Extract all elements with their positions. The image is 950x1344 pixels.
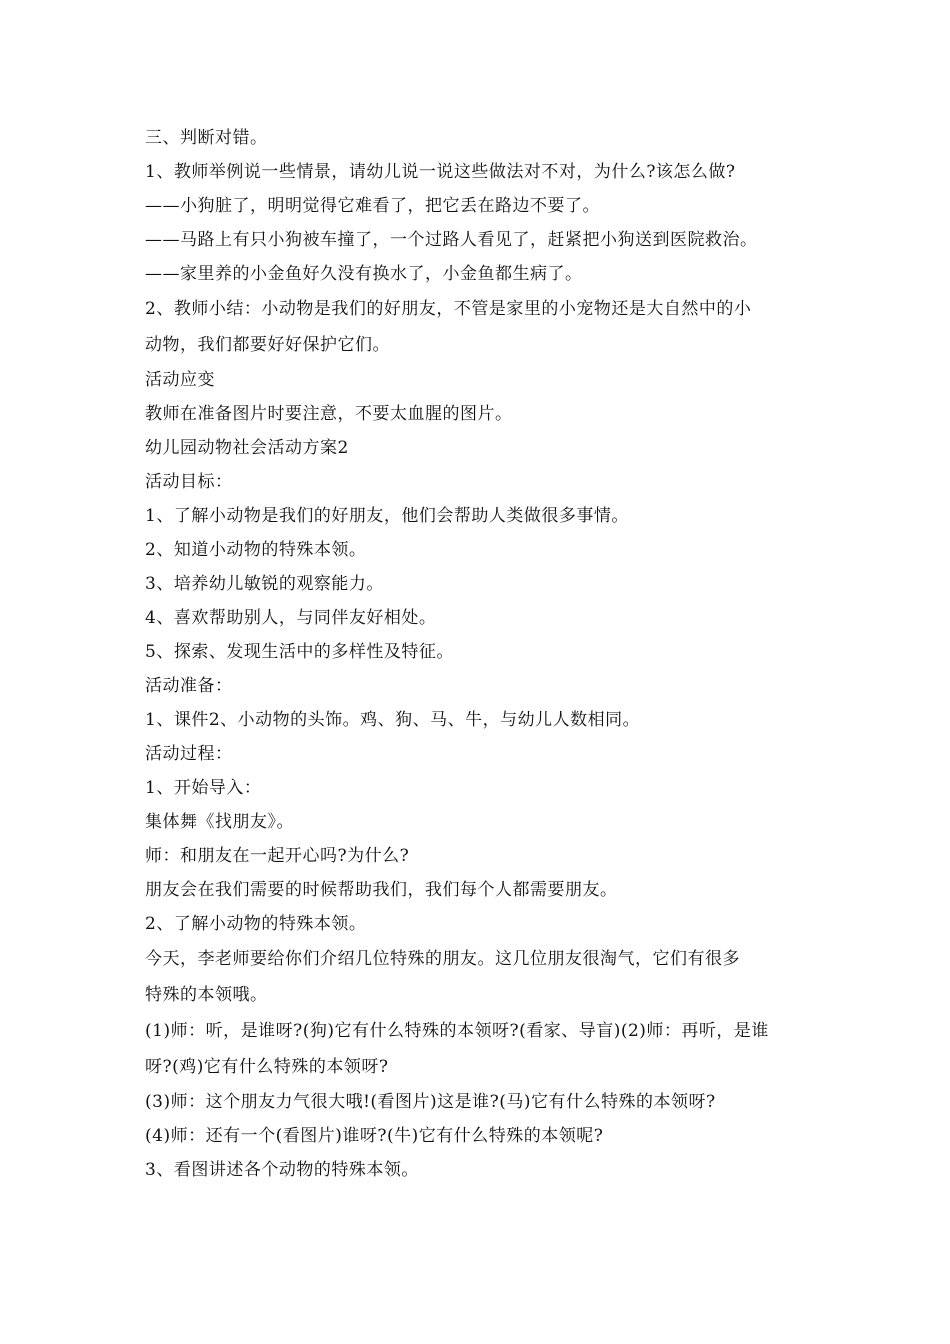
list-item: 3、培养幼儿敏锐的观察能力。 xyxy=(145,574,384,594)
list-item: 2、知道小动物的特殊本领。 xyxy=(145,540,367,560)
text-line: 朋友会在我们需要的时候帮助我们，我们每个人都需要朋友。 xyxy=(145,880,618,900)
list-item: 4、喜欢帮助别人，与同伴友好相处。 xyxy=(145,608,437,628)
text-line: 特殊的本领哦。 xyxy=(145,985,268,1005)
text-line: 师：和朋友在一起开心吗?为什么? xyxy=(145,846,410,866)
text-line: (1)师：听，是谁呀?(狗)它有什么特殊的本领呀?(看家、导盲)(2)师：再听，是谁 xyxy=(145,1021,769,1041)
text-line: 集体舞《找朋友》。 xyxy=(145,812,294,832)
section-heading-prep: 活动准备： xyxy=(145,676,233,696)
section-heading-judge: 三、判断对错。 xyxy=(145,128,268,148)
text-line: (3)师：这个朋友力气很大哦!(看图片)这是谁?(马)它有什么特殊的本领呀? xyxy=(145,1092,716,1112)
text-line: 2、教师小结：小动物是我们的好朋友，不管是家里的小宠物还是大自然中的小 xyxy=(145,299,752,319)
text-line: 教师在准备图片时要注意，不要太血腥的图片。 xyxy=(145,404,513,424)
text-line: 1、教师举例说一些情景，请幼儿说一说这些做法对不对，为什么?该怎么做? xyxy=(145,162,736,182)
document-page xyxy=(145,121,815,1187)
text-line: 呀?(鸡)它有什么特殊的本领呀? xyxy=(145,1057,389,1077)
text-line: 今天，李老师要给你们介绍几位特殊的朋友。这几位朋友很淘气，它们有很多 xyxy=(145,949,740,969)
text-line: ——马路上有只小狗被车撞了，一个过路人看见了，赶紧把小狗送到医院救治。 xyxy=(145,230,758,250)
document-title-plan-2: 幼儿园动物社会活动方案2 xyxy=(145,438,349,458)
text-line: ——家里养的小金鱼好久没有换水了，小金鱼都生病了。 xyxy=(145,264,583,284)
text-line: 动物，我们都要好好保护它们。 xyxy=(145,335,390,355)
list-item: 2、了解小动物的特殊本领。 xyxy=(145,914,367,934)
list-item: 5、探索、发现生活中的多样性及特征。 xyxy=(145,642,454,662)
list-item: 1、开始导入： xyxy=(145,778,262,798)
text-line: (4)师：还有一个(看图片)谁呀?(牛)它有什么特殊的本领呢? xyxy=(145,1126,604,1146)
text-line: 1、课件2、小动物的头饰。鸡、狗、马、牛，与幼儿人数相同。 xyxy=(145,710,641,730)
list-item: 3、看图讲述各个动物的特殊本领。 xyxy=(145,1160,419,1180)
text-line: ——小狗脏了，明明觉得它难看了，把它丢在路边不要了。 xyxy=(145,196,600,216)
section-heading-adapt: 活动应变 xyxy=(145,370,215,390)
section-heading-process: 活动过程： xyxy=(145,744,233,764)
section-heading-goals: 活动目标： xyxy=(145,472,233,492)
list-item: 1、了解小动物是我们的好朋友，他们会帮助人类做很多事情。 xyxy=(145,506,629,526)
